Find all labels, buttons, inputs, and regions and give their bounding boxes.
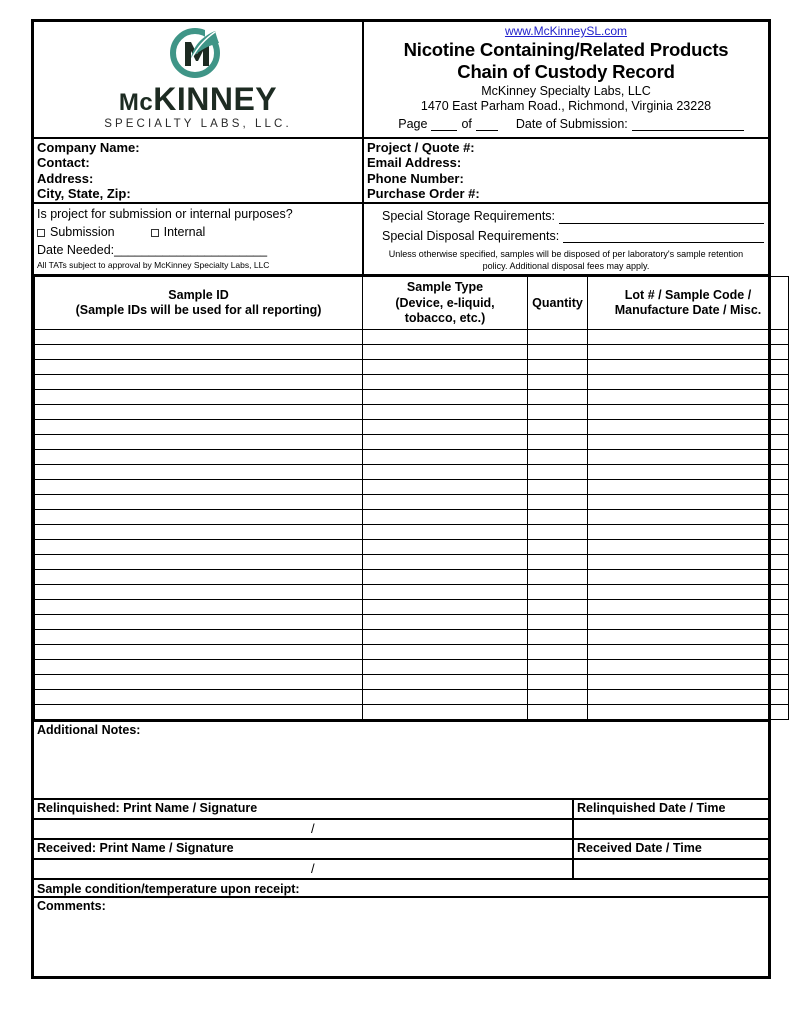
received-label: Received: Print Name / Signature	[34, 840, 574, 858]
field-phone-number[interactable]: Phone Number:	[367, 170, 464, 186]
sample-cell-sample-id[interactable]	[35, 705, 363, 720]
sample-cell-sample-type[interactable]	[363, 585, 528, 600]
checkbox-internal[interactable]	[151, 229, 159, 237]
sample-cell-lot-code[interactable]	[588, 465, 789, 480]
received-entry-row	[34, 860, 768, 880]
logo-subtitle: SPECIALTY LABS, LLC.	[104, 118, 292, 130]
sample-table-body	[35, 330, 789, 720]
sample-cell-sample-type[interactable]	[363, 510, 528, 525]
additional-notes-field[interactable]	[34, 722, 768, 800]
sample-cell-sample-id[interactable]	[35, 585, 363, 600]
relinquished-signature-input[interactable]	[34, 820, 574, 838]
column-header-sample-id-line2: (Sample IDs will be used for all reporting)	[75, 303, 322, 318]
field-purchase-order[interactable]: Purchase Order #:	[367, 185, 480, 201]
sample-cell-sample-id[interactable]	[35, 690, 363, 705]
sample-cell-sample-type[interactable]	[363, 675, 528, 690]
sample-cell-lot-code[interactable]	[588, 630, 789, 645]
sample-table-row	[35, 615, 789, 630]
sample-cell-lot-code[interactable]	[588, 510, 789, 525]
sample-cell-quantity[interactable]	[528, 540, 588, 555]
sample-cell-sample-id[interactable]	[35, 675, 363, 690]
sample-cell-sample-type[interactable]	[363, 390, 528, 405]
company-field-list	[34, 139, 362, 202]
sample-cell-sample-id[interactable]	[35, 390, 363, 405]
sample-table-row	[35, 390, 789, 405]
sample-table-row	[35, 465, 789, 480]
sample-cell-sample-id[interactable]	[35, 495, 363, 510]
relinquished-date-label: Relinquished Date / Time	[577, 801, 726, 816]
form-title-line1: Nicotine Containing/Related Products	[403, 39, 729, 60]
sample-cell-quantity[interactable]	[528, 555, 588, 570]
sample-cell-lot-code[interactable]	[588, 450, 789, 465]
sample-cell-quantity[interactable]	[528, 435, 588, 450]
sample-table-row	[35, 525, 789, 540]
sample-cell-lot-code[interactable]	[588, 645, 789, 660]
sample-cell-sample-id[interactable]	[35, 420, 363, 435]
sample-cell-sample-type[interactable]	[363, 645, 528, 660]
lab-address: 1470 East Parham Road., Richmond, Virginia 23228	[420, 98, 712, 113]
relinquished-date-input[interactable]	[574, 820, 768, 838]
sample-cell-lot-code[interactable]	[588, 375, 789, 390]
page-and-date-line	[364, 116, 768, 131]
sample-cell-sample-id[interactable]	[35, 360, 363, 375]
sample-cell-quantity[interactable]	[528, 585, 588, 600]
sample-condition-label: Sample condition/temperature upon receipt:	[34, 880, 768, 898]
sample-cell-sample-type[interactable]	[363, 630, 528, 645]
date-of-submission-label: Date of Submission:	[515, 116, 628, 131]
sample-cell-lot-code[interactable]	[588, 345, 789, 360]
sample-cell-quantity[interactable]	[528, 465, 588, 480]
sample-cell-quantity[interactable]	[528, 405, 588, 420]
sample-cell-sample-id[interactable]	[35, 435, 363, 450]
sample-table-row	[35, 570, 789, 585]
relinquished-slash: /	[311, 821, 315, 837]
of-label: of	[461, 116, 472, 131]
sample-cell-lot-code[interactable]	[588, 525, 789, 540]
field-project-quote[interactable]: Project / Quote #:	[367, 140, 475, 155]
relinquished-label: Relinquished: Print Name / Signature	[34, 800, 574, 818]
column-header-lot-code-line1: Lot # / Sample Code /	[624, 287, 752, 302]
sample-cell-quantity[interactable]	[528, 705, 588, 720]
sample-cell-lot-code[interactable]	[588, 585, 789, 600]
field-company-name[interactable]: Company Name:	[37, 140, 140, 155]
sample-cell-sample-type[interactable]	[363, 540, 528, 555]
sample-cell-quantity[interactable]	[528, 420, 588, 435]
sample-cell-sample-id[interactable]	[35, 645, 363, 660]
sample-table-row	[35, 600, 789, 615]
sample-cell-lot-code[interactable]	[588, 690, 789, 705]
sample-cell-sample-id[interactable]	[35, 660, 363, 675]
column-header-sample-type-line1: Sample Type	[406, 280, 484, 295]
sample-cell-lot-code[interactable]	[588, 570, 789, 585]
sample-cell-sample-type[interactable]	[363, 450, 528, 465]
sample-cell-sample-type[interactable]	[363, 465, 528, 480]
sample-cell-quantity[interactable]	[528, 375, 588, 390]
column-header-sample-type-line3: tobacco, etc.)	[404, 310, 486, 325]
sample-table-row	[35, 405, 789, 420]
logo-wordmark-kinney: KINNEY	[153, 81, 278, 117]
special-storage-blank[interactable]	[559, 223, 764, 224]
sample-cell-sample-id[interactable]	[35, 630, 363, 645]
sample-cell-quantity[interactable]	[528, 660, 588, 675]
sample-cell-lot-code[interactable]	[588, 615, 789, 630]
sample-cell-quantity[interactable]	[528, 480, 588, 495]
submission-purpose-cell	[34, 202, 362, 272]
sample-cell-lot-code[interactable]	[588, 480, 789, 495]
sample-cell-quantity[interactable]	[528, 645, 588, 660]
date-needed-label: Date Needed:	[37, 242, 115, 257]
special-disposal-line	[364, 227, 768, 246]
sample-cell-sample-id[interactable]	[35, 570, 363, 585]
submission-purpose-options	[37, 223, 362, 242]
page-number-blank[interactable]	[431, 116, 457, 131]
sample-cell-lot-code[interactable]	[588, 495, 789, 510]
website-link[interactable]: www.McKinneySL.com	[504, 24, 628, 38]
sample-cell-sample-type[interactable]	[363, 690, 528, 705]
chain-of-custody-form	[31, 19, 771, 979]
mckinney-leaf-circle-logo	[161, 25, 235, 85]
requirements-cell	[364, 202, 768, 274]
sample-table-row	[35, 645, 789, 660]
checkbox-submission[interactable]	[37, 229, 45, 237]
sample-table-row	[35, 330, 789, 345]
lab-name: McKinney Specialty Labs, LLC	[481, 83, 651, 98]
sample-cell-quantity[interactable]	[528, 345, 588, 360]
sample-cell-sample-id[interactable]	[35, 330, 363, 345]
column-header-lot-code-line2: Manufacture Date / Misc.	[614, 303, 762, 318]
field-email-address[interactable]: Email Address:	[367, 155, 462, 171]
project-field-list	[364, 139, 768, 202]
sample-table-row	[35, 360, 789, 375]
sample-table-row	[35, 690, 789, 705]
sample-cell-lot-code[interactable]	[588, 330, 789, 345]
sample-cell-sample-id[interactable]	[35, 555, 363, 570]
sample-cell-lot-code[interactable]	[588, 660, 789, 675]
sample-table-row	[35, 420, 789, 435]
comments-label: Comments:	[37, 899, 106, 914]
sample-table-row	[35, 585, 789, 600]
field-address[interactable]: Address:	[37, 170, 94, 186]
sample-cell-quantity[interactable]	[528, 495, 588, 510]
sample-cell-sample-type[interactable]	[363, 360, 528, 375]
sample-cell-sample-type[interactable]	[363, 405, 528, 420]
project-info-cell	[364, 139, 768, 274]
sample-table-row	[35, 435, 789, 450]
sample-cell-quantity[interactable]	[528, 600, 588, 615]
logo-wordmark	[119, 83, 277, 115]
sample-cell-lot-code[interactable]	[588, 555, 789, 570]
sample-cell-sample-type[interactable]	[363, 705, 528, 720]
field-city-state-zip[interactable]: City, State, Zip:	[37, 185, 131, 201]
sample-cell-sample-type[interactable]	[363, 600, 528, 615]
sample-cell-lot-code[interactable]	[588, 360, 789, 375]
sample-cell-quantity[interactable]	[528, 570, 588, 585]
special-disposal-label: Special Disposal Requirements:	[382, 228, 560, 243]
sample-cell-lot-code[interactable]	[588, 540, 789, 555]
sample-table-row	[35, 705, 789, 720]
received-date-input[interactable]	[574, 860, 768, 878]
date-of-submission-blank[interactable]	[632, 116, 744, 131]
sample-cell-sample-type[interactable]	[363, 570, 528, 585]
date-needed-blank[interactable]: ______________________	[114, 242, 268, 257]
sample-cell-sample-id[interactable]	[35, 540, 363, 555]
sample-table-row	[35, 540, 789, 555]
sample-table-header-row	[35, 277, 789, 330]
page-total-blank[interactable]	[476, 116, 498, 131]
sample-cell-quantity[interactable]	[528, 330, 588, 345]
sample-cell-lot-code[interactable]	[588, 390, 789, 405]
sample-cell-sample-type[interactable]	[363, 375, 528, 390]
sample-cell-lot-code[interactable]	[588, 405, 789, 420]
sample-table-row	[35, 450, 789, 465]
sample-cell-quantity[interactable]	[528, 690, 588, 705]
sample-cell-sample-id[interactable]	[35, 525, 363, 540]
relinquished-label-row	[34, 800, 768, 820]
relinquished-entry-row	[34, 820, 768, 840]
sample-cell-sample-id[interactable]	[35, 510, 363, 525]
page-label: Page	[398, 116, 428, 131]
sample-cell-sample-type[interactable]	[363, 420, 528, 435]
sample-cell-quantity[interactable]	[528, 630, 588, 645]
label-internal: Internal	[163, 225, 206, 240]
sample-cell-quantity[interactable]	[528, 360, 588, 375]
sample-cell-lot-code[interactable]	[588, 435, 789, 450]
column-header-sample-type-line2: (Device, e-liquid,	[395, 295, 495, 310]
sample-cell-sample-type[interactable]	[363, 345, 528, 360]
additional-notes-label: Additional Notes:	[37, 723, 141, 738]
sample-cell-sample-id[interactable]	[35, 375, 363, 390]
form-header	[34, 22, 768, 139]
sample-cell-lot-code[interactable]	[588, 675, 789, 690]
sample-cell-quantity[interactable]	[528, 675, 588, 690]
company-info-cell	[34, 139, 364, 274]
sample-table-row	[35, 660, 789, 675]
sample-table-row	[35, 345, 789, 360]
logo-wordmark-mc: Mc	[118, 89, 154, 116]
sample-cell-quantity[interactable]	[528, 450, 588, 465]
sample-cell-lot-code[interactable]	[588, 420, 789, 435]
received-label-row	[34, 840, 768, 860]
sample-cell-sample-type[interactable]	[363, 615, 528, 630]
received-date-label: Received Date / Time	[577, 841, 702, 856]
sample-cell-sample-id[interactable]	[35, 465, 363, 480]
disposal-disclaimer: Unless otherwise specified, samples will be disposed of per laboratory's sample retention policy. Additional disposal fees may apply.	[388, 249, 744, 272]
label-submission: Submission	[50, 225, 115, 240]
sample-cell-quantity[interactable]	[528, 525, 588, 540]
sample-table-row	[35, 510, 789, 525]
header-text-block	[364, 22, 768, 137]
logo-cell	[34, 22, 364, 137]
sample-cell-sample-id[interactable]	[35, 345, 363, 360]
sample-cell-sample-id[interactable]	[35, 405, 363, 420]
date-needed-line	[37, 242, 362, 260]
sample-cell-sample-id[interactable]	[35, 615, 363, 630]
field-contact[interactable]: Contact:	[37, 155, 90, 171]
column-header-lot-code	[588, 277, 789, 330]
column-header-sample-id	[35, 277, 363, 330]
tat-approval-note: All TATs subject to approval by McKinney Specialty Labs, LLC	[37, 260, 270, 271]
sample-cell-sample-id[interactable]	[35, 480, 363, 495]
sample-cell-sample-id[interactable]	[35, 600, 363, 615]
special-storage-line	[364, 207, 768, 226]
sample-table-row	[35, 675, 789, 690]
sample-cell-sample-type[interactable]	[363, 660, 528, 675]
sample-cell-quantity[interactable]	[528, 615, 588, 630]
contact-info-row	[34, 139, 768, 276]
sample-cell-sample-type[interactable]	[363, 555, 528, 570]
sample-cell-sample-type[interactable]	[363, 480, 528, 495]
sample-table-row	[35, 555, 789, 570]
sample-table-row	[35, 375, 789, 390]
column-header-quantity	[528, 277, 588, 330]
sample-cell-quantity[interactable]	[528, 510, 588, 525]
sample-table	[34, 276, 789, 720]
footer-blocks	[34, 720, 768, 958]
comments-field[interactable]	[34, 898, 768, 958]
sample-cell-lot-code[interactable]	[588, 705, 789, 720]
form-title-line2: Chain of Custody Record	[457, 60, 675, 82]
sample-table-row	[35, 630, 789, 645]
column-header-sample-id-line1: Sample ID	[168, 287, 229, 302]
sample-cell-sample-type[interactable]	[363, 525, 528, 540]
column-header-sample-type	[363, 277, 528, 330]
column-header-quantity-line1: Quantity	[532, 295, 583, 310]
sample-cell-quantity[interactable]	[528, 390, 588, 405]
sample-cell-sample-type[interactable]	[363, 330, 528, 345]
sample-cell-sample-type[interactable]	[363, 435, 528, 450]
submission-purpose-question: Is project for submission or internal purposes?	[37, 207, 293, 222]
sample-table-row	[35, 480, 789, 495]
sample-cell-sample-id[interactable]	[35, 450, 363, 465]
special-disposal-blank[interactable]	[563, 242, 764, 243]
received-slash: /	[311, 861, 315, 877]
sample-cell-sample-type[interactable]	[363, 495, 528, 510]
sample-cell-lot-code[interactable]	[588, 600, 789, 615]
special-storage-label: Special Storage Requirements:	[382, 209, 556, 224]
sample-table-row	[35, 495, 789, 510]
received-signature-input[interactable]	[34, 860, 574, 878]
